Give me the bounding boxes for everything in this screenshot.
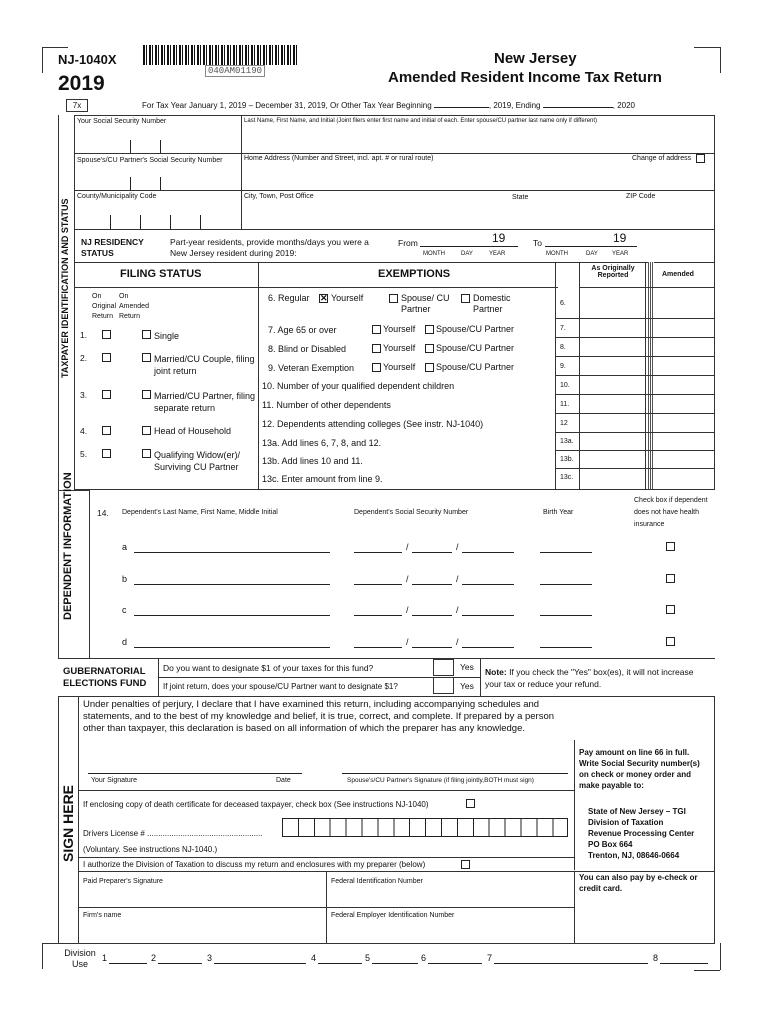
- filing-num: 4.: [80, 426, 88, 436]
- filing-1-amended[interactable]: [142, 330, 151, 339]
- dependent-d-ssn1[interactable]: [354, 647, 402, 648]
- line-num-8: 8.: [560, 344, 566, 351]
- filing-option-4: [80, 426, 232, 436]
- line-8-yourself-label: Yourself: [383, 343, 416, 353]
- residency-title: NJ RESIDENCY STATUS: [81, 237, 144, 258]
- gubernatorial-q2: If joint return, does your spouse/CU Partner want to designate $1?: [163, 682, 398, 691]
- dependent-d-birth[interactable]: [540, 647, 592, 648]
- dependent-row-letter: a: [122, 542, 128, 552]
- dependent-a-ssn2[interactable]: [412, 552, 452, 553]
- ssn-label: Your Social Security Number: [77, 118, 167, 125]
- perjury-statement: Under penalties of perjury, I declare that I have examined this return, including accompanying schedules and statements, and to the best of my knowledge and belief, it is true, correct, and complete. If prepared by a person other than taxpayer, this declaration is based on all information of which the preparer has any knowledge.: [83, 699, 555, 734]
- address-label: Home Address (Number and Street, incl. apt. # or rural route): [244, 155, 434, 162]
- div-num: 6: [421, 953, 427, 963]
- to-label: To: [533, 238, 542, 248]
- line-7-yourself-label: Yourself: [383, 324, 416, 334]
- fed-id-label: Federal Identification Number: [331, 878, 423, 885]
- filing-label: Single: [154, 331, 180, 341]
- dependent-row-b: b / /: [122, 574, 682, 588]
- authorize-label: I authorize the Division of Taxation to discuss my return and enclosures with my preparer (below): [83, 860, 426, 869]
- gubernatorial-note: Note: If you check the "Yes" box(es), it will not increase your tax or reduce your refund.: [485, 667, 694, 689]
- change-address-checkbox[interactable]: [696, 154, 705, 163]
- dependent-c-health-checkbox[interactable]: [666, 605, 675, 614]
- filing-3-amended[interactable]: [142, 390, 151, 399]
- dependent-row-letter: d: [122, 637, 128, 647]
- filing-option-5: [80, 449, 241, 472]
- line-num-9: 9.: [560, 363, 566, 370]
- to-year-label: YEAR: [612, 251, 629, 257]
- dependent-line-num: 14.: [97, 508, 109, 518]
- dependent-row-a: a / /: [122, 542, 682, 556]
- line-6-spouse-checkbox[interactable]: [389, 294, 398, 303]
- division-field-1[interactable]: [109, 963, 147, 964]
- filing-4-amended[interactable]: [142, 426, 151, 435]
- corner-code: 7x: [66, 99, 88, 112]
- filing-label: Qualifying Widow(er)/ Surviving CU Partner: [154, 450, 241, 472]
- echeck-note: You can also pay by e-check or credit card.: [579, 873, 698, 893]
- dependent-health-note: Check box if dependent does not have health insurance: [634, 497, 708, 528]
- filing-option-1: [80, 330, 180, 341]
- date-label: Date: [276, 777, 291, 784]
- line-10-label: 10. Number of your qualified dependent children: [262, 381, 455, 391]
- dependent-d-name[interactable]: [134, 647, 330, 648]
- spouse-ssn-field[interactable]: [80, 177, 230, 191]
- change-address-label: Change of address: [632, 155, 692, 162]
- line-7-spouse-label: Spouse/CU Partner: [436, 324, 515, 334]
- filing-num: 5.: [80, 449, 88, 459]
- from-month-label: MONTH: [423, 251, 445, 257]
- filing-5-amended[interactable]: [142, 449, 151, 458]
- division-use-label: Division Use: [64, 948, 96, 969]
- pay-instructions: Pay amount on line 66 in full. Write Social Security number(s) on check or money order and make payable to:: [579, 748, 700, 790]
- line-7-label: 7. Age 65 or over: [268, 325, 337, 335]
- tax-year-end-field[interactable]: [543, 107, 613, 108]
- gubernatorial-yes-2-box[interactable]: [433, 677, 454, 694]
- title-form: Amended Resident Income Tax Return: [388, 69, 662, 86]
- barcode: [143, 45, 298, 76]
- drivers-license-label: Drivers License # ....................................................: [83, 829, 263, 838]
- dependent-c-birth[interactable]: [540, 615, 592, 616]
- gubernatorial-q1: Do you want to designate $1 of your taxes for this fund?: [163, 663, 374, 673]
- line-6-domestic-label: Domestic Partner: [473, 293, 511, 314]
- dependent-a-name[interactable]: [134, 552, 330, 553]
- div-num: 8: [653, 953, 659, 963]
- sign-here-side-label: SIGN HERE: [60, 784, 76, 862]
- spouse-signature-line[interactable]: [342, 773, 568, 774]
- dependent-side-label: DEPENDENT INFORMATION: [62, 472, 74, 620]
- filing-1-original[interactable]: [102, 330, 111, 339]
- filing-5-original[interactable]: [102, 449, 111, 458]
- death-cert-checkbox[interactable]: [466, 799, 475, 808]
- filing-4-original[interactable]: [102, 426, 111, 435]
- address-line: State of New Jersey – TGI: [588, 807, 686, 816]
- filing-label: Married/CU Partner, filing separate return: [154, 391, 256, 413]
- line-9-spouse-label: Spouse/CU Partner: [436, 362, 515, 372]
- dependent-d-health-checkbox[interactable]: [666, 637, 675, 646]
- your-signature-label: Your Signature: [91, 777, 138, 784]
- line-9-spouse-checkbox[interactable]: [425, 363, 434, 372]
- dependent-d-ssn2[interactable]: [412, 647, 452, 648]
- to-date-field[interactable]: [545, 246, 637, 247]
- address-line: PO Box 664: [588, 840, 633, 849]
- dependent-b-name[interactable]: [134, 584, 330, 585]
- line-6-domestic-checkbox[interactable]: [461, 294, 470, 303]
- line-9-label: 9. Veteran Exemption: [268, 363, 355, 373]
- address-line: Trenton, NJ, 08646-0664: [588, 851, 680, 860]
- division-field-8[interactable]: [660, 963, 708, 964]
- div-num: 5: [365, 953, 371, 963]
- name-label: Last Name, First Name, and Initial (Joint filers enter first name and initial of each. Enter spouse/CU partner last name only if different): [244, 118, 598, 124]
- filing-option-2: [80, 353, 255, 376]
- preparer-signature-label: Paid Preparer's Signature: [83, 878, 163, 885]
- drivers-license-field[interactable]: [282, 818, 568, 837]
- line-7-spouse-checkbox[interactable]: [425, 325, 434, 334]
- line-6-label: 6. Regular: [268, 293, 310, 303]
- exemptions-title: EXEMPTIONS: [378, 268, 451, 280]
- filing-2-amended[interactable]: [142, 353, 151, 362]
- voluntary-note: (Voluntary. See instructions NJ-1040.): [83, 845, 218, 854]
- from-label: From: [398, 238, 418, 248]
- division-field-3[interactable]: [214, 963, 306, 964]
- gubernatorial-title: GUBERNATORIAL ELECTIONS FUND: [63, 666, 147, 689]
- form-year: 2019: [58, 72, 105, 95]
- county-label: County/Municipality Code: [77, 193, 157, 200]
- dependent-c-ssn3[interactable]: [462, 615, 514, 616]
- col-amended: Amended: [662, 271, 694, 278]
- line-num-7: 7.: [560, 325, 566, 332]
- from-year-prefix: 19: [492, 231, 506, 245]
- from-date-field[interactable]: [420, 246, 518, 247]
- dependent-b-ssn3[interactable]: [462, 584, 514, 585]
- spouse-signature-label: Spouse's/CU Partner's Signature (if filing jointly,BOTH must sign): [347, 777, 534, 784]
- dependent-row-d: d / /: [122, 637, 682, 651]
- div-num: 4: [311, 953, 317, 963]
- line-13b-label: 13b. Add lines 10 and 11.: [262, 456, 363, 466]
- line-13c-label: 13c. Enter amount from line 9.: [262, 474, 383, 484]
- fed-id-field[interactable]: [331, 888, 569, 904]
- line-12-label: 12. Dependents attending colleges (See instr. NJ-1040): [262, 419, 484, 429]
- line-6-yourself-label: Yourself: [331, 293, 364, 303]
- gubernatorial-yes-1-box[interactable]: [433, 659, 454, 676]
- dependent-a-ssn3[interactable]: [462, 552, 514, 553]
- gubernatorial-yes-2-label: Yes: [460, 681, 474, 691]
- dependent-b-ssn1[interactable]: [354, 584, 402, 585]
- filing-3-original[interactable]: [102, 390, 111, 399]
- line-9-yourself-checkbox[interactable]: [372, 363, 381, 372]
- zip-field[interactable]: [620, 203, 710, 227]
- state-field[interactable]: [510, 203, 600, 227]
- city-label: City, Town, Post Office: [244, 193, 314, 200]
- dependent-c-name[interactable]: [134, 615, 330, 616]
- div-num: 3: [207, 953, 213, 963]
- dependent-c-ssn1[interactable]: [354, 615, 402, 616]
- division-field-6[interactable]: [428, 963, 482, 964]
- fed-employer-id-field[interactable]: [331, 922, 569, 940]
- line-8-spouse-checkbox[interactable]: [425, 344, 434, 353]
- address-line: Division of Taxation: [588, 818, 664, 827]
- gubernatorial-yes-1-label: Yes: [460, 662, 474, 672]
- filing-label: Head of Household: [154, 426, 232, 436]
- dependent-row-c: c / /: [122, 605, 682, 619]
- to-day-label: DAY: [586, 251, 598, 257]
- dependent-a-birth[interactable]: [540, 552, 592, 553]
- col-divider-pattern: [648, 262, 654, 490]
- dependent-a-ssn1[interactable]: [354, 552, 402, 553]
- ssn-field[interactable]: [80, 140, 230, 154]
- division-use-fields: [102, 953, 712, 967]
- line-8-label: 8. Blind or Disabled: [268, 344, 347, 354]
- residency-text1: Part-year residents, provide months/days you were a: [170, 237, 369, 247]
- division-field-7[interactable]: [494, 963, 648, 964]
- line-6-spouse-label: Spouse/ CU Partner: [401, 293, 450, 314]
- division-field-2[interactable]: [158, 963, 202, 964]
- to-month-label: MONTH: [546, 251, 568, 257]
- division-field-4[interactable]: [318, 963, 362, 964]
- dependent-a-health-checkbox[interactable]: [666, 542, 675, 551]
- dependent-col-name: Dependent's Last Name, First Name, Middle Initial: [122, 509, 278, 516]
- exemption-amounts-amended[interactable]: [656, 289, 712, 489]
- line-num-12: 12: [560, 420, 568, 427]
- residency-text2: New Jersey resident during 2019:: [170, 248, 297, 258]
- dependent-d-ssn3[interactable]: [462, 647, 514, 648]
- filing-num: 1.: [80, 330, 88, 340]
- dependent-b-ssn2[interactable]: [412, 584, 452, 585]
- firm-name-label: Firm's name: [83, 912, 122, 919]
- your-signature-line[interactable]: [88, 773, 302, 774]
- dependent-col-birth: Birth Year: [543, 509, 574, 516]
- fed-employer-id-label: Federal Employer Identification Number: [331, 912, 455, 919]
- line-9-yourself-label: Yourself: [383, 362, 416, 372]
- col-on-original: On Original Return: [92, 293, 117, 320]
- firm-name-field[interactable]: [83, 922, 321, 940]
- filing-num: 2.: [80, 353, 88, 363]
- zip-label: ZIP Code: [626, 193, 656, 200]
- line-13a-label: 13a. Add lines 6, 7, 8, and 12.: [262, 438, 382, 448]
- dependent-c-ssn2[interactable]: [412, 615, 452, 616]
- from-year-label: YEAR: [489, 251, 506, 257]
- line-num-13b: 13b.: [560, 456, 574, 463]
- dependent-row-letter: c: [122, 605, 127, 615]
- mailing-address: [588, 806, 712, 861]
- taxpayer-side-label: TAXPAYER IDENTIFICATION AND STATUS: [60, 198, 70, 378]
- exemption-amounts-original[interactable]: [581, 289, 643, 489]
- form-code: NJ-1040X: [58, 52, 117, 67]
- filing-option-3: [80, 390, 256, 413]
- line-num-10: 10.: [560, 382, 570, 389]
- city-field[interactable]: [244, 203, 504, 227]
- filing-num: 3.: [80, 390, 88, 400]
- from-day-label: DAY: [461, 251, 473, 257]
- title-state: New Jersey: [494, 50, 577, 67]
- death-cert-label: If enclosing copy of death certificate for deceased taxpayer, check box (See instructions NJ-1040): [83, 800, 429, 809]
- division-field-5[interactable]: [372, 963, 418, 964]
- tax-year-begin-field[interactable]: [434, 107, 489, 108]
- dependent-b-birth[interactable]: [540, 584, 592, 585]
- address-field[interactable]: [244, 166, 712, 190]
- div-num: 7: [487, 953, 493, 963]
- authorize-checkbox[interactable]: [461, 860, 470, 869]
- div-num: 1: [102, 953, 108, 963]
- to-year-prefix: 19: [613, 231, 627, 245]
- line-num-13c: 13c.: [560, 474, 574, 481]
- tax-year-line: For Tax Year January 1, 2019 – December 31, 2019, Or Other Tax Year Beginning , 2019, Ending , 2020: [142, 101, 635, 110]
- name-field[interactable]: [244, 128, 712, 152]
- col-on-amended: On Amended Return: [119, 293, 149, 320]
- line-8-yourself-checkbox[interactable]: [372, 344, 381, 353]
- state-label: State: [512, 194, 529, 201]
- dependent-b-health-checkbox[interactable]: [666, 574, 675, 583]
- dependent-row-letter: b: [122, 574, 128, 584]
- filing-2-original[interactable]: [102, 353, 111, 362]
- line-num-6: 6.: [560, 300, 566, 307]
- filing-status-title: FILING STATUS: [120, 268, 202, 280]
- dependent-col-ssn: Dependent's Social Security Number: [354, 509, 469, 516]
- county-code-field[interactable]: [80, 215, 230, 229]
- filing-label: Married/CU Couple, filing joint return: [154, 354, 255, 376]
- line-8-spouse-label: Spouse/CU Partner: [436, 343, 515, 353]
- line-7-yourself-checkbox[interactable]: [372, 325, 381, 334]
- preparer-signature-field[interactable]: [83, 888, 321, 904]
- line-num-11: 11.: [560, 401, 570, 408]
- line-11-label: 11. Number of other dependents: [262, 400, 391, 410]
- spouse-ssn-label: Spouse's/CU Partner's Social Security Number: [77, 157, 223, 164]
- barcode-text: 040AM01190: [205, 65, 265, 77]
- address-line: Revenue Processing Center: [588, 829, 695, 838]
- line-6-yourself-checkbox[interactable]: ✕: [320, 293, 328, 303]
- div-num: 2: [151, 953, 157, 963]
- line-num-13a: 13a.: [560, 438, 574, 445]
- col-originally-reported: As Originally Reported: [591, 265, 635, 279]
